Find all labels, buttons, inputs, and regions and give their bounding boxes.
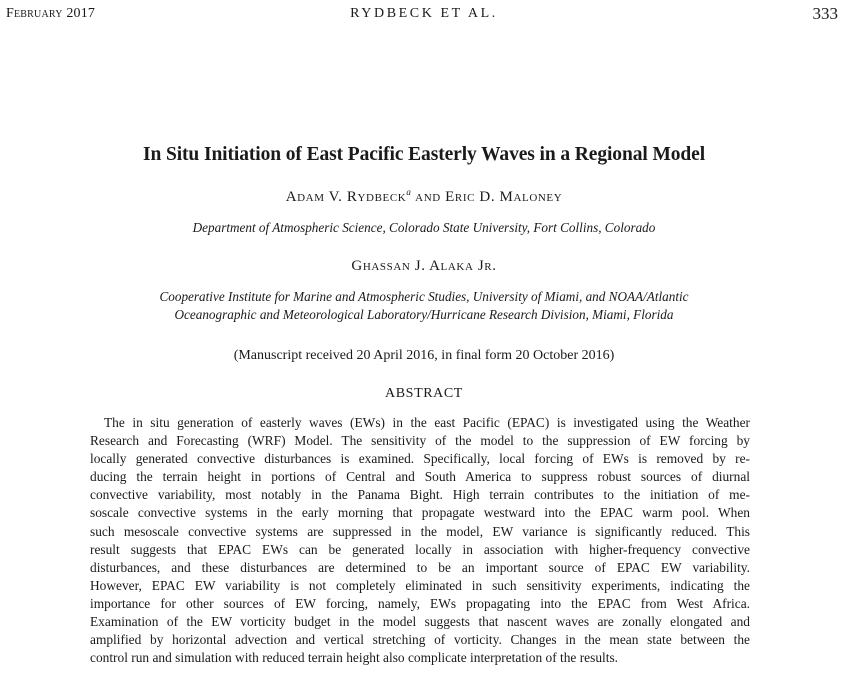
affiliation-1-text: Department of Atmospheric Science, Colorado State University, Fort Collins, Colorado — [192, 220, 656, 235]
abstract-heading: ABSTRACT — [385, 386, 463, 401]
abstract-line: result suggests that EPAC EWs can be generated locally in association with higher-frequency convective — [90, 541, 750, 557]
running-title: RYDBECK ET AL. — [350, 6, 498, 21]
journal-date: February 2017 — [6, 6, 96, 21]
abstract-line: Examination of the EW vorticity budget in the model suggests that nascent waves are zonally elongated and — [90, 614, 750, 630]
abstract-line: such mesoscale convective systems are suppressed in the model, EW variance is significantly reduced. This — [90, 523, 750, 539]
article-title: In Situ Initiation of East Pacific Easterly Waves in a Regional Model — [142, 144, 706, 165]
affiliation-2-line: Oceanographic and Meteorological Laboratory/Hurricane Research Division, Miami, Florida — [174, 307, 674, 322]
abstract-line: amplified by horizontal advection and vertical stretching of vorticity. Changes in the mean state between the — [90, 632, 750, 648]
abstract-line: control run and simulation with reduced terrain height also complicate interpretation of the results. — [90, 650, 619, 666]
abstract-line: Research and Forecasting (WRF) Model. The sensitivity of the model to the suppression of EW forcing by — [90, 433, 750, 449]
abstract-line: convective variability, most notably in the Panama Bight. High terrain contributes to the initiation of me- — [90, 487, 750, 503]
affiliation-2 — [0, 288, 848, 324]
abstract-line: soscale convective systems in the early morning that propagate westward into the EPAC warm pool. When — [90, 505, 750, 521]
author-footnote-marker: a — [406, 187, 411, 197]
author-connector: and — [410, 189, 446, 205]
author-line-1 — [0, 187, 848, 206]
abstract-line: disturbances, and these disturbances are determined to be an important source of EPAC EW variability. — [90, 559, 750, 575]
page-number: 333 — [812, 4, 838, 23]
abstract-line: locally generated convective disturbances is examined. Specifically, local forcing of EWs is removed by re- — [90, 451, 750, 467]
affiliation-2-line: Cooperative Institute for Marine and Atmospheric Studies, University of Miami, and NOAA/Atlantic — [159, 289, 689, 304]
author-rydbeck[interactable]: Adam V. Rydbeck — [285, 189, 407, 205]
affiliation-1 — [0, 219, 848, 237]
abstract-line: ducing the terrain height in portions of Central and South America to suppress robust sources of diurnal — [90, 469, 750, 485]
abstract-line: importance for other sources of EW forcing, namely, EWs propagating into the EPAC from West Africa. — [90, 595, 750, 611]
manuscript-dates: (Manuscript received 20 April 2016, in final form 20 October 2016) — [233, 348, 615, 363]
abstract-line: The in situ generation of easterly waves (EWs) in the east Pacific (EPAC) is investigated using the Weather — [104, 415, 750, 430]
abstract-body — [90, 414, 750, 667]
abstract-line: However, EPAC EW variability is not completely eliminated in such sensitivity experiments, indicating the — [90, 577, 750, 593]
author-alaka[interactable]: Ghassan J. Alaka Jr. — [351, 258, 497, 274]
author-maloney[interactable]: Eric D. Maloney — [445, 189, 563, 205]
